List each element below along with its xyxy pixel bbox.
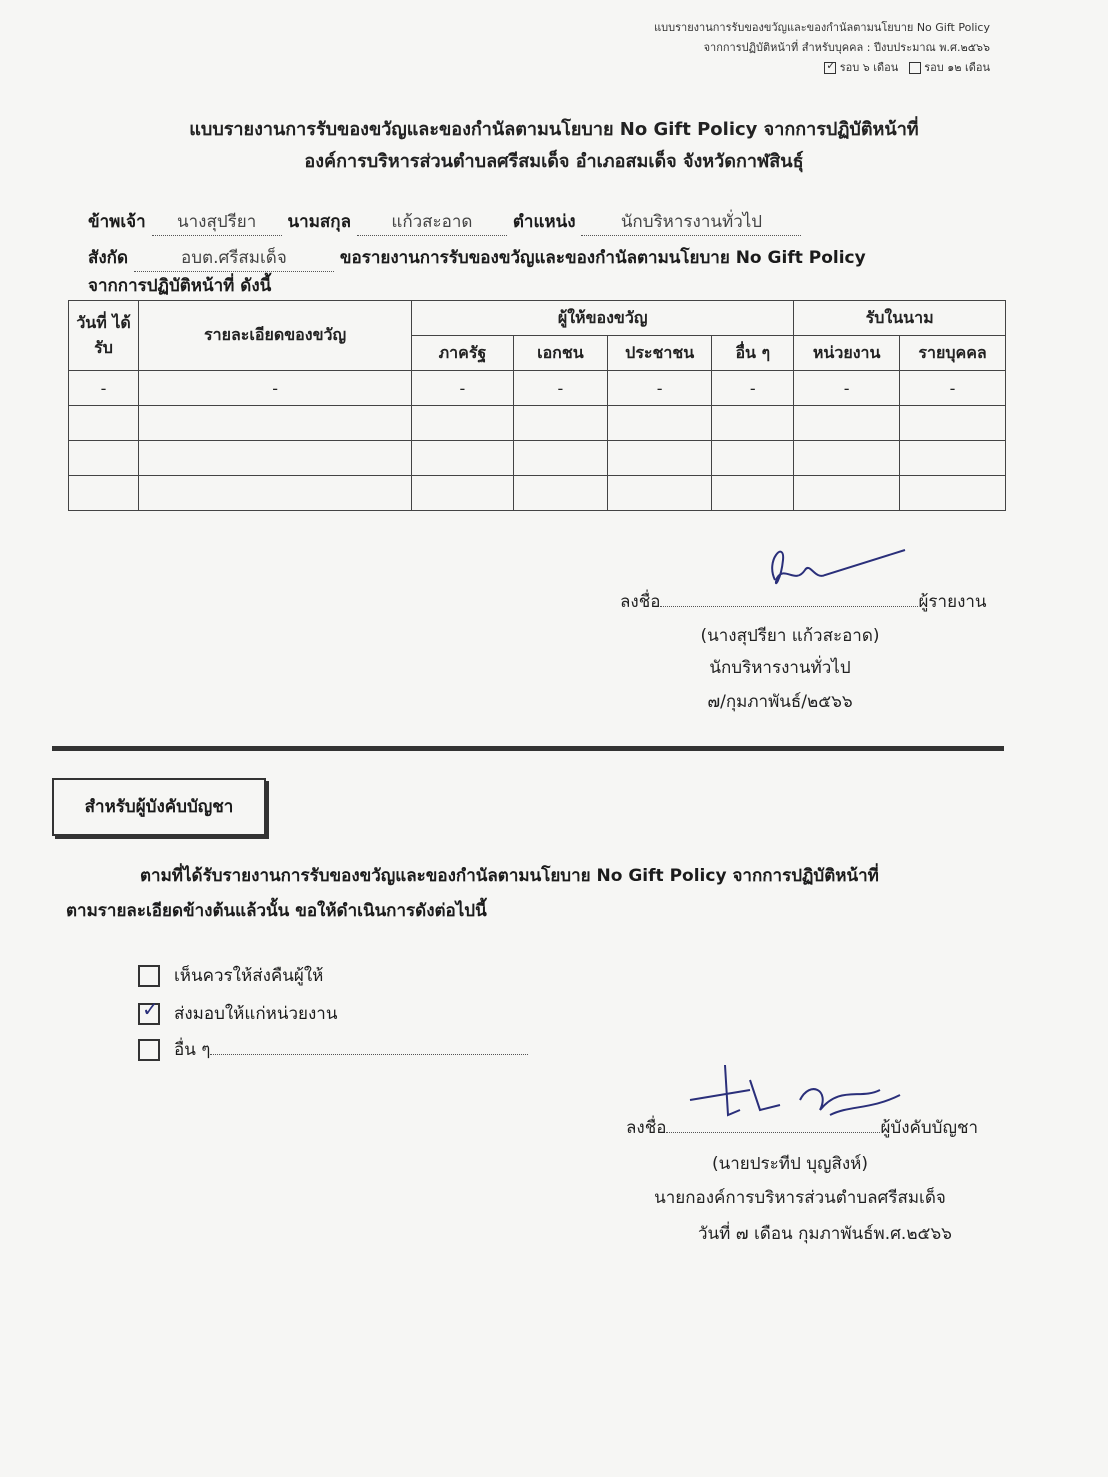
sign1-label: ลงชื่อ <box>620 592 661 612</box>
table-cell <box>69 406 139 441</box>
col-date: วันที่ ได้รับ <box>69 301 139 371</box>
table-cell <box>412 476 514 511</box>
option-other-label: อื่น ๆ <box>174 1040 211 1060</box>
table-row <box>69 441 1006 476</box>
table-row <box>69 371 1006 406</box>
table-cell: - <box>513 371 607 406</box>
reporter-line2 <box>88 244 866 272</box>
title-line2: องค์การบริหารส่วนตำบลศรีสมเด็จ อำเภอสมเด็จ จังหวัดกาฬสินธุ์ <box>304 151 804 172</box>
option-other-checkbox[interactable] <box>138 1039 160 1061</box>
sign2-date: วันที่ ๗ เดือน กุมภาพันธ์พ.ศ.๒๕๖๖ <box>698 1224 952 1244</box>
sign1-name: (นางสุปรียา แก้วสะอาด) <box>700 626 880 646</box>
table-cell <box>412 406 514 441</box>
table-cell <box>69 476 139 511</box>
table-cell <box>607 406 711 441</box>
table-cell <box>712 441 794 476</box>
option-return <box>138 962 323 989</box>
reporter-position: นักบริหารงานทั่วไป <box>581 208 801 236</box>
form-header-line1: แบบรายงานการรับของขวัญและของกำนัลตามนโยบาย No Gift Policy <box>654 21 990 34</box>
table-cell <box>513 441 607 476</box>
table-cell <box>900 441 1006 476</box>
option-agency-checkbox[interactable]: ✓ <box>138 1003 160 1025</box>
table-row <box>69 476 1006 511</box>
table-cell <box>794 441 900 476</box>
col-recv-person: รายบุคคล <box>900 336 1006 371</box>
table-cell: - <box>139 371 412 406</box>
table-cell <box>900 476 1006 511</box>
table-row <box>69 406 1006 441</box>
request-text2: จากการปฏิบัติหน้าที่ ดังนี้ <box>88 276 272 296</box>
col-giver-other: อื่น ๆ <box>712 336 794 371</box>
table-cell <box>412 441 514 476</box>
sign2-name: (นายประทีป บุญสิงห์) <box>711 1154 868 1174</box>
table-cell <box>712 476 794 511</box>
table-cell: - <box>69 371 139 406</box>
round12-checkbox[interactable] <box>909 62 921 74</box>
table-cell: - <box>712 371 794 406</box>
commander-box-title: สำหรับผู้บังคับบัญชา <box>52 778 266 836</box>
group-giver: ผู้ให้ของขวัญ <box>412 301 794 336</box>
round12-label: รอบ ๑๒ เดือน <box>924 61 990 74</box>
label-affiliation: สังกัด <box>88 248 129 268</box>
table-cell: - <box>412 371 514 406</box>
table-cell <box>513 476 607 511</box>
group-receive: รับในนาม <box>794 301 1006 336</box>
table-cell <box>794 476 900 511</box>
sign2-line <box>626 1114 978 1141</box>
sign1-date: ๗/กุมภาพันธ์/๒๕๖๖ <box>707 692 853 712</box>
table-cell <box>513 406 607 441</box>
reporter-line1 <box>88 208 801 236</box>
sign2-role: ผู้บังคับบัญชา <box>880 1118 979 1138</box>
option-agency-label: ส่งมอบให้แก่หน่วยงาน <box>174 1004 338 1024</box>
round6-label: รอบ ๖ เดือน <box>839 61 899 74</box>
reporter-name: นางสุปรียา <box>152 208 282 236</box>
commander-para1: ตามที่ได้รับรายงานการรับของขวัญและของกำนัลตามนโยบาย No Gift Policy จากการปฏิบัติหน้าที่ <box>140 866 879 886</box>
reporter-surname: แก้วสะอาด <box>357 208 507 236</box>
col-giver-gov: ภาครัฐ <box>412 336 514 371</box>
sign2-position: นายกองค์การบริหารส่วนตำบลศรีสมเด็จ <box>654 1188 946 1208</box>
table-cell <box>794 406 900 441</box>
label-surname: นามสกุล <box>287 212 352 232</box>
table-cell <box>69 441 139 476</box>
option-agency <box>138 997 338 1027</box>
round-selector <box>824 58 990 76</box>
table-cell: - <box>607 371 711 406</box>
label-i: ข้าพเจ้า <box>88 212 146 232</box>
table-cell <box>607 441 711 476</box>
option-return-label: เห็นควรให้ส่งคืนผู้ให้ <box>174 966 324 986</box>
round6-checkbox[interactable]: ✓ <box>826 59 836 72</box>
table-cell: - <box>794 371 900 406</box>
col-giver-public: ประชาชน <box>607 336 711 371</box>
table-cell <box>900 406 1006 441</box>
sign1-position: นักบริหารงานทั่วไป <box>709 658 851 678</box>
sign1-line <box>620 588 987 615</box>
table-cell <box>607 476 711 511</box>
sign1-role: ผู้รายงาน <box>918 592 987 612</box>
reporter-affiliation: อบต.ศรีสมเด็จ <box>134 244 334 272</box>
option-return-checkbox[interactable] <box>138 965 160 987</box>
sign2-label: ลงชื่อ <box>626 1118 667 1138</box>
form-header-line2: จากการปฏิบัติหน้าที่ สำหรับบุคคล : ปีงบประมาณ พ.ศ.๒๕๖๖ <box>703 41 990 54</box>
request-text: ขอรายงานการรับของขวัญและของกำนัลตามนโยบาย No Gift Policy <box>339 248 866 268</box>
table-cell <box>139 441 412 476</box>
commander-para2: ตามรายละเอียดข้างต้นแล้วนั้น ขอให้ดำเนินการดังต่อไปนี้ <box>66 901 487 921</box>
option-other <box>138 1036 528 1063</box>
title-line1: แบบรายงานการรับของขวัญและของกำนัลตามนโยบาย No Gift Policy จากการปฏิบัติหน้าที่ <box>189 119 919 140</box>
table-cell: - <box>900 371 1006 406</box>
section-divider <box>52 746 1004 751</box>
col-giver-private: เอกชน <box>513 336 607 371</box>
gift-table <box>68 300 1006 511</box>
table-cell <box>139 476 412 511</box>
col-detail: รายละเอียดของขวัญ <box>139 301 412 371</box>
label-position: ตำแหน่ง <box>512 212 576 232</box>
col-recv-agency: หน่วยงาน <box>794 336 900 371</box>
table-cell <box>139 406 412 441</box>
table-cell <box>712 406 794 441</box>
